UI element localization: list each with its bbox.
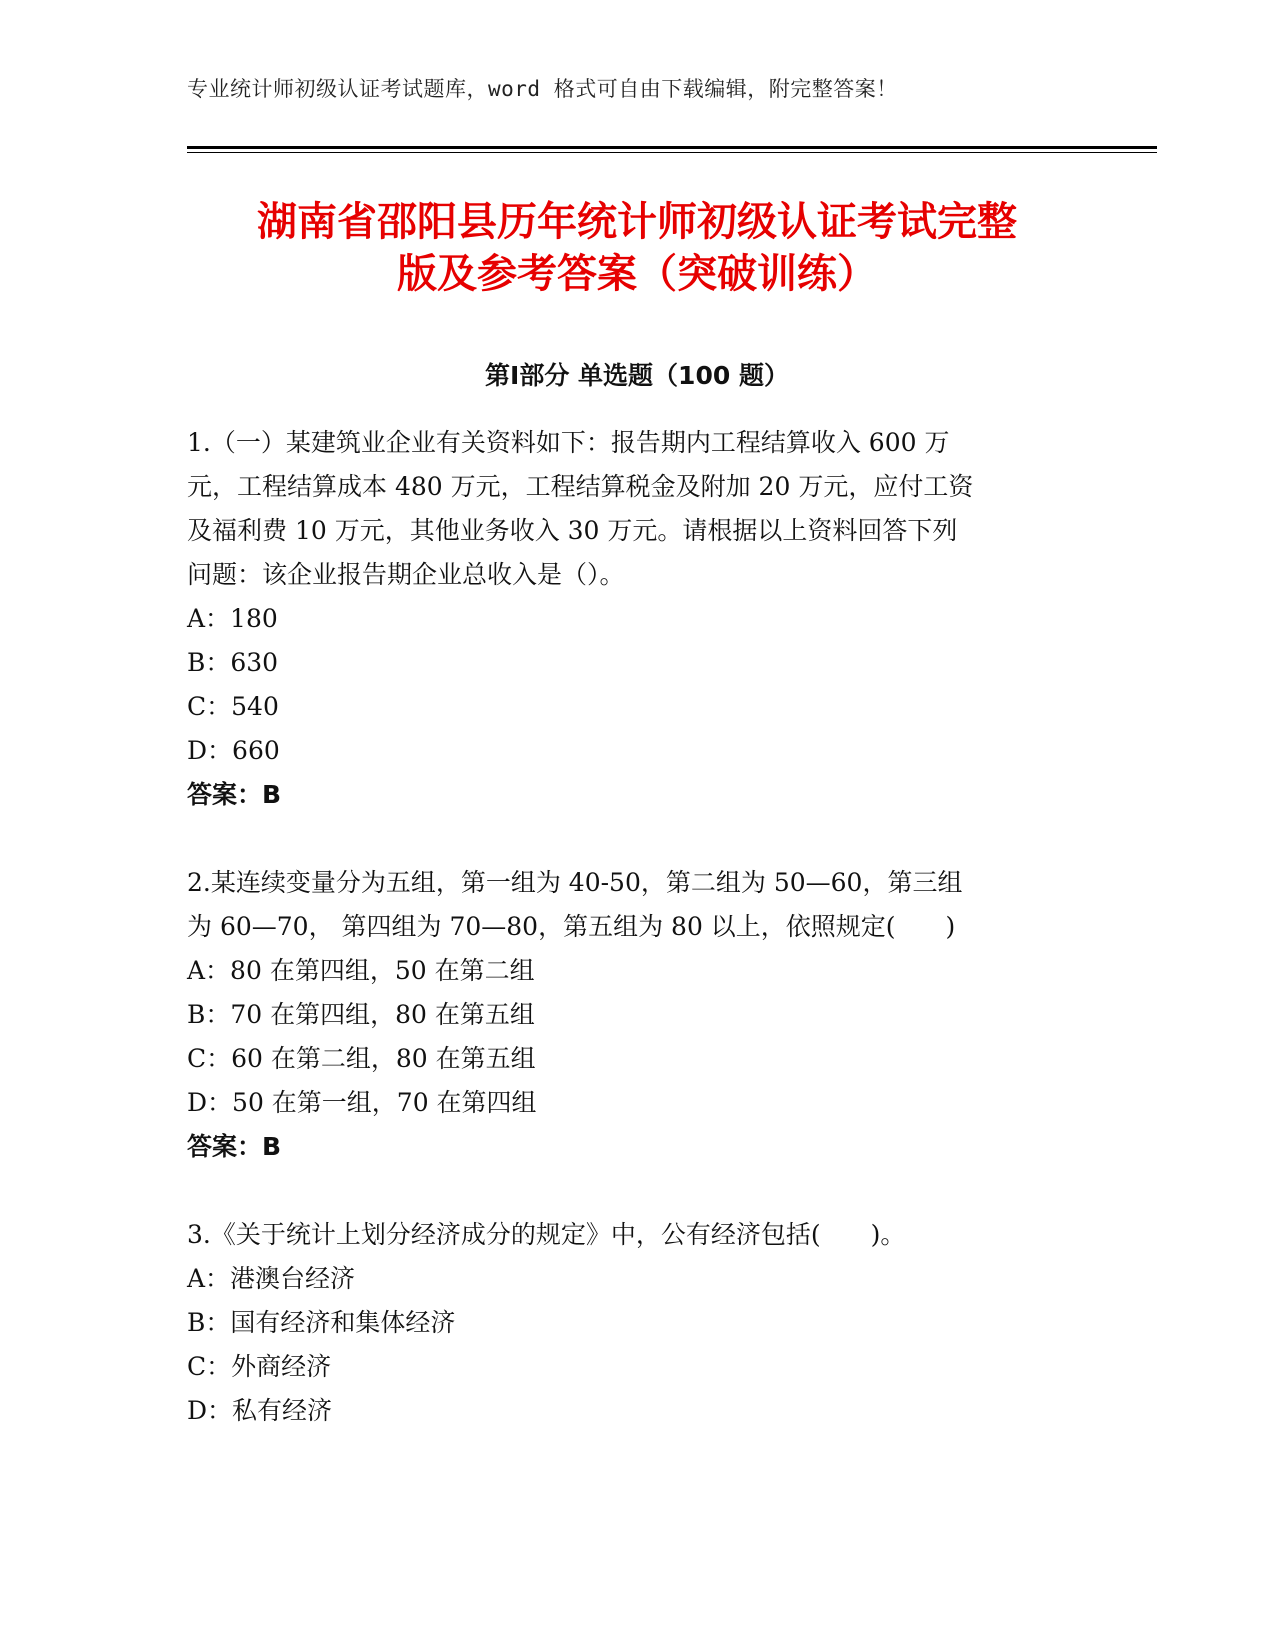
question-1-stem-line-1: 1.（一）某建筑业企业有关资料如下：报告期内工程结算收入 600 万 — [187, 428, 950, 457]
header-rule-thick — [187, 146, 1157, 149]
question-2-option-d: D：50 在第一组，70 在第四组 — [187, 1088, 537, 1117]
question-2-option-b: B：70 在第四组，80 在第五组 — [187, 1000, 535, 1029]
question-1-stem-line-2: 元，工程结算成本 480 万元，工程结算税金及附加 20 万元，应付工资 — [187, 472, 974, 501]
question-1-stem-line-4: 问题：该企业报告期企业总收入是（）。 — [187, 560, 625, 589]
question-3-option-a: A：港澳台经济 — [187, 1264, 356, 1293]
header-rule-thin — [187, 152, 1157, 153]
question-2-answer: 答案：B — [187, 1132, 282, 1161]
question-2-option-a: A：80 在第四组，50 在第二组 — [187, 956, 535, 985]
section-title: 第Ⅰ部分 单选题（100 题） — [485, 361, 789, 390]
question-1-answer: 答案：B — [187, 780, 282, 809]
question-3-option-b: B：国有经济和集体经济 — [187, 1308, 456, 1337]
question-2-stem-line-1: 2.某连续变量分为五组，第一组为 40-50，第二组为 50—60，第三组 — [187, 868, 963, 897]
question-1-option-d: D：660 — [187, 736, 280, 765]
question-1-option-c: C：540 — [187, 692, 279, 721]
question-2-stem-line-2: 为 60—70， 第四组为 70—80，第五组为 80 以上，依照规定( ) — [187, 912, 956, 941]
header-note: 专业统计师初级认证考试题库，word 格式可自由下载编辑，附完整答案！ — [187, 77, 898, 101]
title-line-1: 湖南省邵阳县历年统计师初级认证考试完整 — [257, 199, 1017, 245]
question-1-option-b: B：630 — [187, 648, 279, 677]
question-3-option-d: D：私有经济 — [187, 1396, 333, 1425]
question-1-option-a: A：180 — [187, 604, 278, 633]
question-2-option-c: C：60 在第二组，80 在第五组 — [187, 1044, 536, 1073]
question-3-stem-line-1: 3.《关于统计上划分经济成分的规定》中，公有经济包括( )。 — [187, 1220, 906, 1249]
title-line-2: 版及参考答案（突破训练） — [397, 251, 877, 297]
question-3-option-c: C：外商经济 — [187, 1352, 332, 1381]
question-1-stem-line-3: 及福利费 10 万元，其他业务收入 30 万元。请根据以上资料回答下列 — [187, 516, 958, 545]
document-title — [187, 196, 1087, 300]
